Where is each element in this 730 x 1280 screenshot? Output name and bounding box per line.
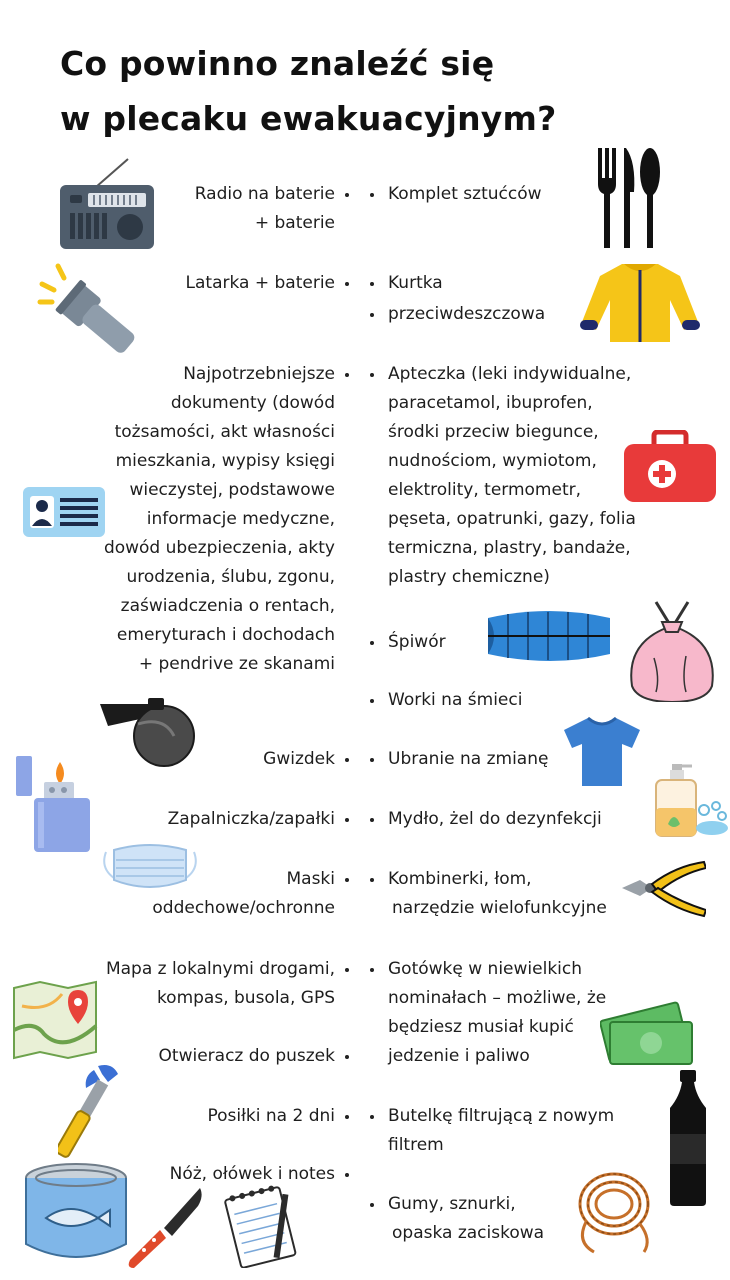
knife-icon [124,1186,204,1270]
item-jacket: Kurtka [388,269,443,298]
radio-icon [58,155,156,251]
item-rubber-strings: Gumy, sznurki, opaska zaciskowa [388,1190,544,1248]
item-radio: Radio na baterie + baterie [195,180,335,238]
item-trash-bags: Worki na śmieci [388,686,522,715]
tuna-can-icon [22,1162,130,1262]
item-can-opener: Otwieracz do puszek [159,1042,335,1071]
item-cutlery: Komplet sztućców [388,180,542,209]
item-whistle: Gwizdek [263,745,335,774]
item-jacket-2: przeciwdeszczowa [388,300,545,329]
pliers-icon [620,858,706,924]
cutlery-icon [592,146,664,250]
flashlight-icon [36,262,140,362]
item-cash: Gotówkę w niewielkich nominałach – możliwe, że będziesz musiał kupić jedzenie i paliwo [388,955,606,1071]
whistle-icon [98,694,200,768]
item-meals: Posiłki na 2 dni [207,1102,335,1131]
notebook-icon [222,1184,302,1268]
item-flashlight: Latarka + baterie [186,269,335,298]
can-opener-icon [58,1060,128,1160]
item-filter-bottle: Butelkę filtrującą z nowym filtrem [388,1102,614,1160]
sleeping-bag-icon [484,608,614,664]
item-masks: Maski oddechowe/ochronne [152,865,335,923]
item-map: Mapa z lokalnymi drogami, kompas, busola, GPS [106,955,335,1013]
lighter-icon [12,752,92,854]
item-knife-notes: Nóż, ołówek i notes [170,1160,335,1189]
item-documents: Najpotrzebniejsze dokumenty (dowód tożsamości, akt własności mieszkania, wypisy księgi wieczystej, podstawowe informacje medyczne, dowód ubezpieczenia, akty urodzenia, ślubu, zgonu, zaświadczenia o rentach, emeryturach i dochodach + pendrive ze skanami [104,360,335,679]
item-pliers: Kombinerki, łom, narzędzie wielofunkcyjne [388,865,607,923]
item-lighter: Zapalniczka/zapałki [168,805,335,834]
page-title [60,36,556,146]
rope-icon [566,1160,662,1256]
map-icon [12,980,98,1060]
item-soap: Mydło, żel do dezynfekcji [388,805,602,834]
bottle-icon [664,1068,712,1208]
tshirt-icon [562,716,642,788]
item-first-aid: Apteczka (leki indywidualne, paracetamol, ibuprofen, środki przeciw biegunce, nudnościom, wymiotom, elektrolity, termometr, pęseta, opatrunki, gazy, folia termiczna, plastry, bandaże, plastry chemiczne) [388,360,636,592]
item-clothes: Ubranie na zmianę [388,745,548,774]
trash-bag-icon [626,598,718,702]
item-sleeping-bag: Śpiwór [388,628,446,657]
title-line-1: Co powinno znaleźć się [60,44,495,83]
title-line-2: w plecaku ewakuacyjnym? [60,99,557,138]
face-mask-icon [102,842,198,892]
soap-icon [650,762,730,840]
first-aid-kit-icon [622,430,718,506]
cash-icon [600,996,696,1070]
raincoat-icon [580,258,700,344]
id-card-icon [22,486,106,538]
